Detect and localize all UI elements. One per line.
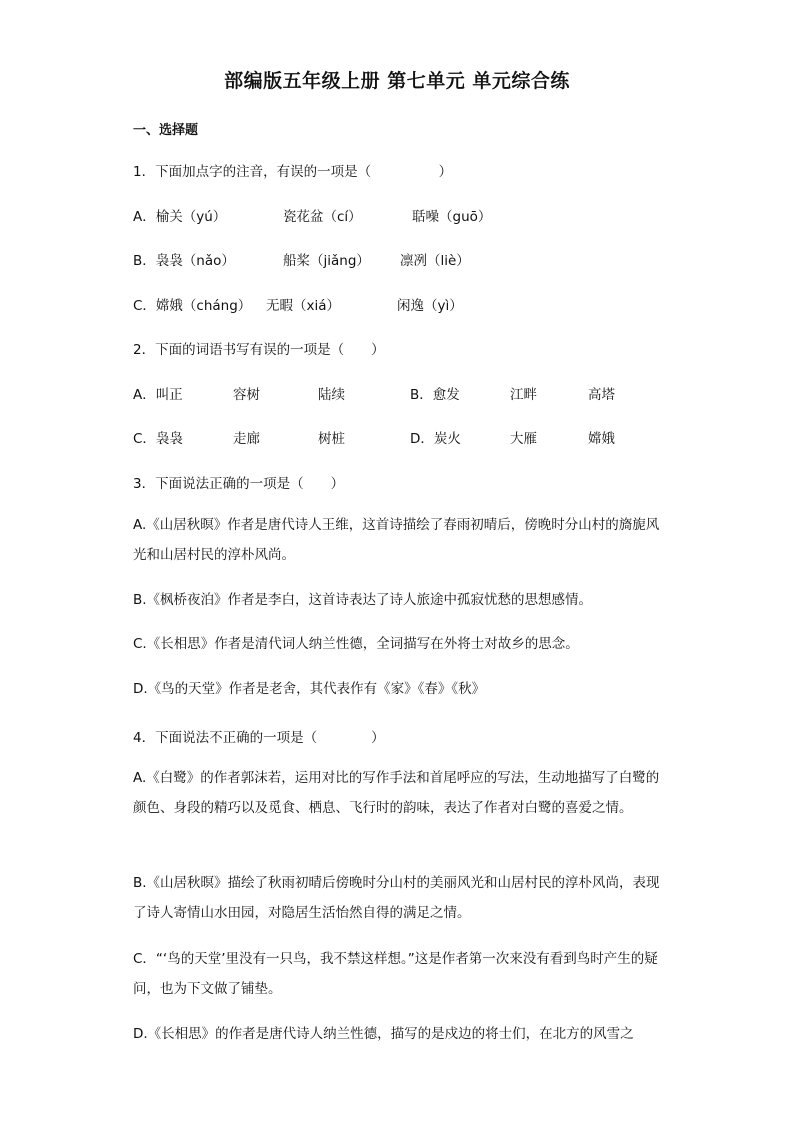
q1-option-a-word-3: 聒噪（guō） xyxy=(412,209,492,225)
question-3-stem: 3．下面说法正确的一项是（ ） xyxy=(133,476,345,492)
q1-option-b-word-2: 船桨（jiǎng） xyxy=(283,253,370,269)
q3-option-c: C.《长相思》作者是清代词人纳兰性德，全词描写在外将士对故乡的思念。 xyxy=(133,636,579,652)
q3-option-a: A.《山居秋暝》作者是唐代诗人王维，这首诗描绘了春雨初晴后，傍晚时分山村的旖旎风光和山居村民的淳朴风尚。 xyxy=(133,517,660,563)
question-2-stem: 2．下面的词语书写有误的一项是（ ） xyxy=(133,342,385,358)
q1-option-a: A．榆关（yú） xyxy=(133,209,227,225)
q1-option-c: C．嫦娥（cháng） xyxy=(133,298,252,314)
q2-option-b-word-3: 高塔 xyxy=(588,387,615,403)
q2-option-d: D．炭火 xyxy=(410,431,461,447)
q1-option-b: B．袅袅（nǎo） xyxy=(133,253,235,269)
q2-option-a: A．叫正 xyxy=(133,387,183,403)
q2-option-a-word-2: 容树 xyxy=(233,387,260,403)
q4-option-d: D.《长相思》的作者是唐代诗人纳兰性德，描写的是戍边的将士们，在北方的风雪之 xyxy=(133,1026,634,1042)
q1-option-c-word-2: 无暇（xiá） xyxy=(266,298,341,314)
question-4-stem: 4．下面说法不正确的一项是（ ） xyxy=(133,730,385,746)
q1-option-a-word-2: 瓷花盆（cí） xyxy=(283,209,362,225)
question-1-stem: 1．下面加点字的注音，有误的一项是（ ） xyxy=(133,164,453,180)
section-heading: 一、选择题 xyxy=(133,123,199,138)
q4-option-c: C．“‘鸟的天堂’里没有一只鸟，我不禁这样想。”这是作者第一次来没有看到鸟时产生的疑问，也为下文做了铺垫。 xyxy=(133,951,658,997)
q2-option-d-word-3: 嫦娥 xyxy=(588,431,615,447)
q3-option-b: B.《枫桥夜泊》作者是李白，这首诗表达了诗人旅途中孤寂忧愁的思想感情。 xyxy=(133,592,593,608)
q3-option-d: D.《鸟的天堂》作者是老舍，其代表作有《家》《春》《秋》 xyxy=(133,681,486,697)
q2-option-c-word-3: 树桩 xyxy=(318,431,345,447)
q2-option-d-word-2: 大雁 xyxy=(510,431,537,447)
q1-option-b-word-3: 凛冽（liè） xyxy=(400,253,470,269)
q2-option-a-word-3: 陆续 xyxy=(318,387,345,403)
q1-option-c-word-3: 闲逸（yì） xyxy=(397,298,463,314)
q4-option-b: B.《山居秋暝》描绘了秋雨初晴后傍晚时分山村的美丽风光和山居村民的淳朴风尚，表现了诗人寄情山水田园，对隐居生活怡然自得的满足之情。 xyxy=(133,875,660,921)
q2-option-c: C．袅袅 xyxy=(133,431,183,447)
q2-option-c-word-2: 走廊 xyxy=(233,431,260,447)
q2-option-b: B．愈发 xyxy=(410,387,460,403)
q2-option-b-word-2: 江畔 xyxy=(510,387,537,403)
q4-option-a: A.《白鹭》的作者郭沫若，运用对比的写作手法和首尾呼应的写法，生动地描写了白鹭的颜色、身段的精巧以及觅食、栖息、飞行时的韵味，表达了作者对白鹭的喜爱之情。 xyxy=(133,770,660,816)
page-title: 部编版五年级上册 第七单元 单元综合练 xyxy=(224,70,570,92)
